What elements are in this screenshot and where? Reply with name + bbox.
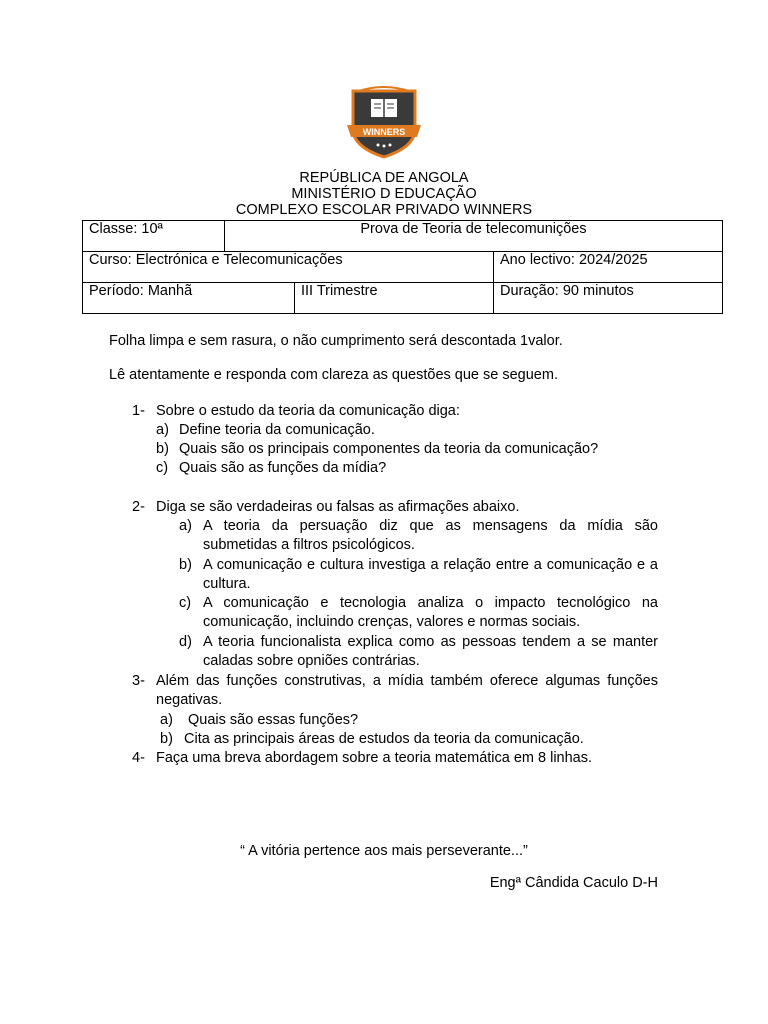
periodo-cell: Período: Manhã	[83, 283, 295, 314]
table-row	[83, 221, 723, 252]
item-text: Cita as principais áreas de estudos da teoria da comunicação.	[184, 731, 584, 747]
table-row	[83, 252, 723, 283]
question-text: Além das funções construtivas, a mídia também oferece algumas funções negativas.	[156, 673, 658, 709]
motivational-quote: “ A vitória pertence aos mais perseverante...”	[240, 843, 528, 859]
item-text: Quais são essas funções?	[188, 712, 359, 728]
item-text: A comunicação e tecnologia analiza o impacto tecnológico na comunicação, incluindo crenças, valores e normas sociais.	[203, 595, 658, 631]
question-number: 4-	[132, 750, 145, 766]
item-label: b)	[160, 731, 173, 747]
item-label: b)	[179, 557, 192, 573]
teacher-signature: Engª Cândida Caculo D-H	[489, 875, 658, 891]
instruction-read-carefully: Lê atentamente e responda com clareza as questões que se seguem.	[109, 367, 558, 383]
curso-cell: Curso: Electrónica e Telecomunicações	[83, 252, 494, 283]
item-label: a)	[179, 518, 192, 534]
item-text: A comunicação e cultura investiga a relação entre a comunicação e a cultura.	[203, 557, 658, 593]
item-label: a)	[156, 422, 169, 438]
item-label: b)	[156, 441, 169, 457]
table-row	[83, 283, 723, 314]
header-school: COMPLEXO ESCOLAR PRIVADO WINNERS	[235, 202, 533, 218]
instruction-clean-sheet: Folha limpa e sem rasura, o não cumprimento será descontada 1valor.	[109, 333, 563, 349]
item-text: Quais são as funções da mídia?	[179, 460, 387, 476]
item-label: a)	[160, 712, 173, 728]
header-republic: REPÚBLICA DE ANGOLA	[299, 170, 469, 186]
item-text: A teoria funcionalista explica como as pessoas tendem a se manter caladas sobre opniões contrárias.	[203, 634, 658, 670]
question-text: Diga se são verdadeiras ou falsas as afirmações abaixo.	[156, 499, 520, 515]
duracao-cell: Duração: 90 minutos	[494, 283, 723, 314]
prova-cell: Prova de Teoria de telecomunições	[225, 221, 723, 252]
question-text: Faça uma breva abordagem sobre a teoria matemática em 8 linhas.	[156, 750, 593, 766]
question-text: Sobre o estudo da teoria da comunicação diga:	[156, 403, 460, 419]
ano-lectivo-cell: Ano lectivo: 2024/2025	[494, 252, 723, 283]
question-number: 1-	[132, 403, 145, 419]
trimestre-cell: III Trimestre	[295, 283, 494, 314]
logo-banner-text: WINNERS	[362, 127, 406, 137]
item-text: Define teoria da comunicação.	[179, 422, 375, 438]
question-number: 3-	[132, 673, 145, 689]
exam-info-table	[82, 220, 723, 314]
header-ministry: MINISTÉRIO D EDUCAÇÃO	[291, 186, 477, 202]
item-label: c)	[179, 595, 192, 611]
school-logo	[345, 85, 423, 159]
classe-cell: Classe: 10ª	[83, 221, 225, 252]
question-number: 2-	[132, 499, 145, 515]
item-label: d)	[179, 634, 192, 650]
item-label: c)	[156, 460, 169, 476]
item-text: A teoria da persuação diz que as mensagens da mídia são submetidas a filtros psicológicos.	[203, 518, 658, 554]
item-text: Quais são os principais componentes da teoria da comunicação?	[179, 441, 599, 457]
